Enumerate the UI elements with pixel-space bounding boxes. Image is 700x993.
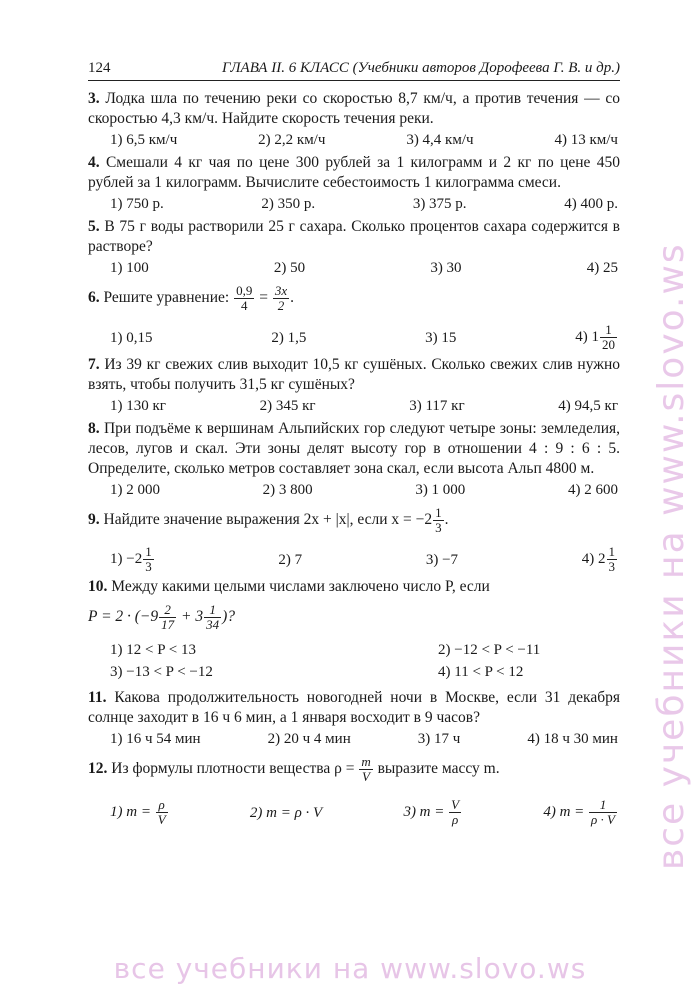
answer-option: 3) 15	[425, 329, 457, 346]
answer-option: 1) 100	[110, 260, 149, 276]
answer-option: 2) 7	[278, 551, 303, 568]
problem-11	[88, 688, 620, 749]
problem-text: Найдите значение выражения 2x + |x|, если x = −2	[103, 511, 433, 529]
answer-options	[88, 130, 620, 150]
answer-options	[88, 798, 620, 827]
problem-number: 5.	[88, 218, 100, 235]
expression: P = 2 · (−9 $\frac{2}{17}$ + 3 $\frac{1}{34}$ )?	[88, 602, 236, 632]
answer-option: 3) 1 000	[415, 482, 466, 498]
answer-option: 2) 2,2 км/ч	[258, 132, 326, 148]
problem-3	[88, 89, 620, 150]
problem-9: 9. Найдите значение выражения 2x + |x|, если x = −2 $\frac{1}{3}$ . 1) −2 $\frac{1}{3}$ 2) 7 3) −7 4) 2 $\frac{1}{3}$	[88, 506, 620, 574]
answer-option: 4) 1 $\frac{1}{20}$	[575, 322, 615, 352]
problem-number: 4.	[88, 154, 100, 171]
problem-7	[88, 355, 620, 416]
answer-option: 1) 12 < P < 13	[110, 642, 196, 658]
answer-options	[88, 640, 620, 682]
answer-options	[88, 480, 620, 500]
page	[88, 60, 620, 830]
answer-option: 4) 11 < P < 12	[438, 664, 524, 680]
fraction: $\frac{0,9}{4}$	[236, 283, 253, 313]
problem-6: 6. Решите уравнение: $\frac{0,9}{4}$ = $\frac{3x}{2}$ . 1) 0,15 2) 1,5 3) 15 4) 1 $\frac{1}{20}$	[88, 284, 620, 352]
answer-option: 4) 13 км/ч	[554, 132, 618, 148]
problem-number: 7.	[88, 356, 100, 373]
answer-option: 2) m = ρ · V	[249, 804, 323, 821]
answer-option: 1) 130 кг	[110, 398, 166, 414]
answer-option: 2) 1,5	[271, 329, 307, 346]
answer-options	[88, 258, 620, 278]
problem-10	[88, 577, 620, 682]
problem-text: Лодка шла по течению реки со скоростью 8,7 км/ч, а против течения — со скоростью 4,3 км/ч. Найдите скорость течения реки.	[88, 90, 621, 127]
problem-text: Между какими целыми числами заключено число P, если	[111, 578, 490, 595]
chapter-title: ГЛАВА II. 6 КЛАСС (Учебники авторов Дорофеева Г. В. и др.)	[222, 60, 620, 76]
problem-text: Из формулы плотности вещества ρ =	[111, 760, 355, 778]
answer-option: 3) 30	[430, 260, 462, 276]
problem-text: Какова продолжительность новогодней ночи в Москве, если 31 декабря солнце заходит в 16 ч 6 мин, а 1 января восходит в 9 часов?	[88, 689, 620, 726]
answer-option: 3) 375 р.	[412, 196, 467, 212]
answer-option: 1) 0,15	[110, 329, 153, 346]
problem-number: 9.	[88, 511, 100, 529]
answer-option: 1) 2 000	[110, 482, 160, 498]
page-header	[88, 60, 620, 81]
answer-option: 4) 2 $\frac{1}{3}$	[581, 544, 615, 574]
problem-8	[88, 419, 620, 500]
fraction: $\frac{1}{3}$	[435, 505, 442, 535]
answer-option: 3) −13 < P < −12	[110, 664, 213, 680]
problem-text: Решите уравнение:	[103, 289, 230, 307]
answer-option: 1) m = $\frac{\rho}{V}$	[110, 797, 166, 827]
answer-option: 1) 16 ч 54 мин	[110, 731, 201, 747]
problem-text: При подъёме к вершинам Альпийских гор следуют четыре зоны: земледелия, лесов, лугов и скал. Эти зоны делят высоту гор в отношении 4 : 9 : 6 : 5. Определите, сколько метров составляет зона скал, если высота Альп 4800 м.	[88, 420, 620, 477]
answer-option: 2) −12 < P < −11	[438, 642, 541, 658]
answer-option: 4) 18 ч 30 мин	[527, 731, 618, 747]
answer-options	[88, 323, 620, 352]
watermark-bottom: все учебники на www.slovo.ws	[113, 952, 587, 985]
problem-5	[88, 217, 620, 278]
problem-4	[88, 153, 620, 214]
problem-12	[88, 755, 620, 827]
answer-options	[88, 396, 620, 416]
problem-text-end: выразите массу m.	[377, 760, 500, 778]
answer-option: 1) 750 р.	[110, 196, 164, 212]
answer-option: 4) 25	[586, 260, 618, 276]
answer-option: 4) m = $\frac{1}{\rho \cdot V}$	[543, 797, 615, 827]
answer-option: 1) 6,5 км/ч	[110, 132, 178, 148]
answer-option: 3) m = $\frac{V}{\rho}$	[403, 797, 460, 827]
problem-number: 12.	[88, 760, 108, 778]
answer-option: 3) 4,4 км/ч	[406, 132, 474, 148]
answer-option: 2) 50	[273, 260, 306, 276]
answer-option: 2) 20 ч 4 мин	[267, 731, 351, 747]
problem-number: 6.	[88, 289, 100, 307]
problem-number: 10.	[88, 578, 108, 595]
answer-option: 4) 400 р.	[564, 196, 618, 212]
answer-option: 1) −2 $\frac{1}{3}$	[110, 544, 152, 574]
answer-option: 2) 3 800	[262, 482, 313, 498]
answer-option: 3) −7	[425, 551, 459, 568]
answer-options	[88, 545, 620, 574]
answer-options	[88, 194, 620, 214]
answer-option: 3) 17 ч	[417, 731, 461, 747]
problem-number: 3.	[88, 90, 100, 107]
answer-option: 3) 117 кг	[409, 398, 465, 414]
answer-option: 2) 345 кг	[259, 398, 316, 414]
problem-text: Из 39 кг свежих слив выходит 10,5 кг сушёных. Сколько свежих слив нужно взять, чтобы получить 31,5 кг сушёных?	[88, 356, 620, 393]
page-number: 124	[88, 60, 111, 76]
fraction: $\frac{3x}{2}$	[274, 283, 288, 313]
fraction: $\frac{m}{V}$	[361, 754, 371, 784]
problem-text: Смешали 4 кг чая по цене 300 рублей за 1 килограмм и 2 кг по цене 450 рублей за 1 килограмм. Вычислите себестоимость 1 килограмма смеси.	[88, 154, 620, 191]
answer-option: 4) 94,5 кг	[558, 398, 618, 414]
answer-options	[88, 729, 620, 749]
watermark-vertical: все учебники на www.slovo.ws	[651, 242, 692, 870]
problem-number: 11.	[88, 689, 107, 706]
answer-option: 4) 2 600	[567, 482, 618, 498]
answer-option: 2) 350 р.	[261, 196, 316, 212]
problem-number: 8.	[88, 420, 100, 437]
problem-text: В 75 г воды растворили 25 г сахара. Сколько процентов сахара содержится в растворе?	[88, 218, 620, 255]
